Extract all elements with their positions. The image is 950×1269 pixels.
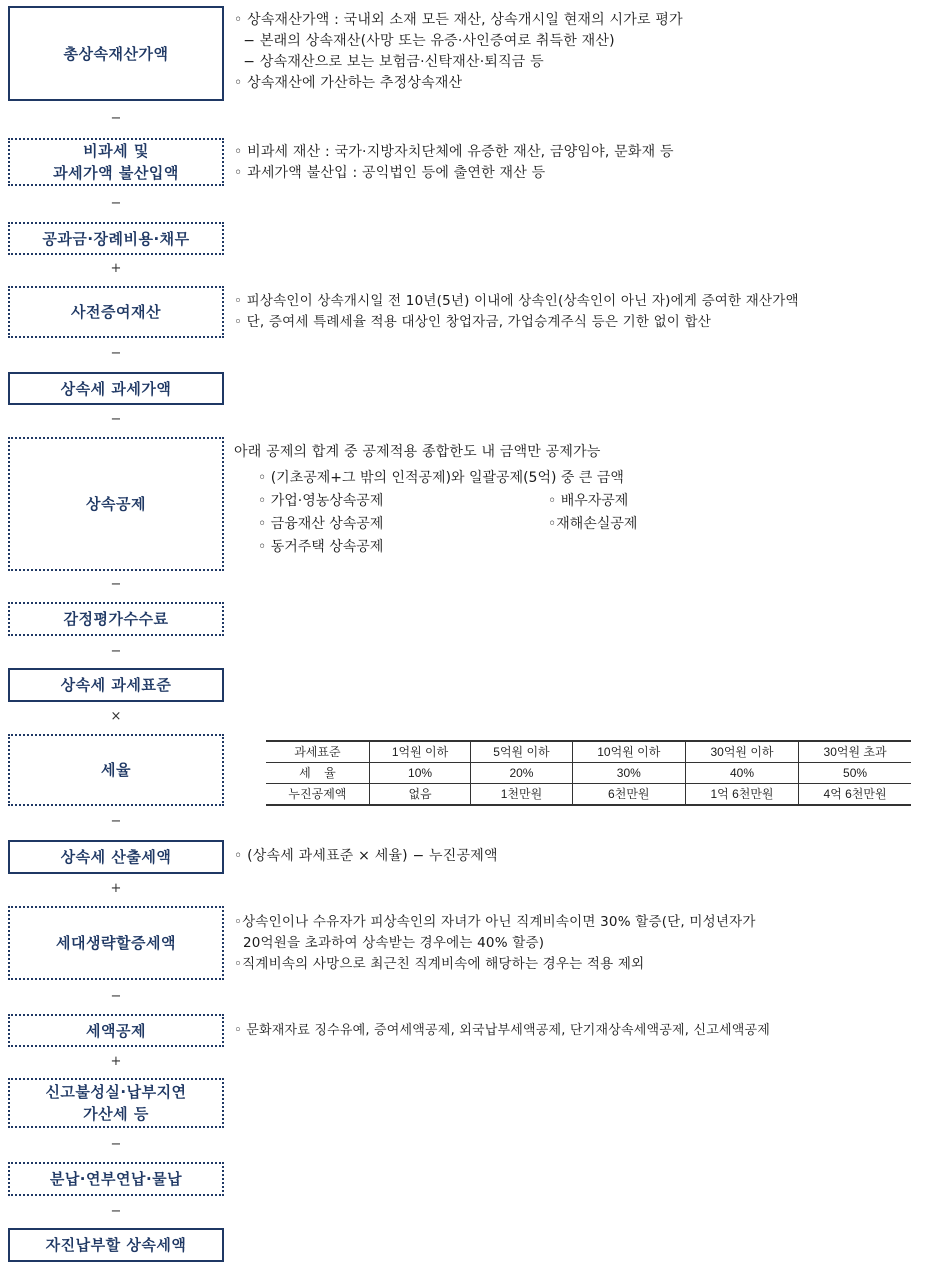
desc-line: ◦ 과세가액 불산입 : 공익법인 등에 출연한 재산 등 — [234, 165, 546, 181]
box-label-line2: 과세가액 불산입액 — [53, 164, 179, 182]
box-label: 공과금·장례비용·채무 — [42, 229, 190, 248]
box-tax-base — [8, 668, 224, 702]
table-cell: 1억원 이하 — [369, 741, 470, 763]
tax-rate-table — [266, 740, 911, 806]
deduction-item: ◦ (기초공제+그 밖의 인적공제)와 일괄공제(5억) 중 큰 금액 — [258, 470, 624, 486]
box-label: 자진납부할 상속세액 — [45, 1236, 187, 1254]
desc-gross-estate — [234, 10, 683, 94]
table-cell: 20% — [471, 763, 572, 784]
box-appraisal-fee — [8, 602, 224, 636]
table-cell: 40% — [685, 763, 798, 784]
table-cell: 누진공제액 — [266, 784, 369, 806]
desc-non-taxable — [234, 142, 674, 184]
box-label: 상속세 산출세액 — [60, 848, 172, 866]
operator-minus: − — [110, 412, 122, 427]
operator-minus: − — [110, 814, 122, 829]
box-public-charges — [8, 222, 224, 255]
deduction-item: ◦ 금융재산 상속공제 — [258, 516, 384, 532]
table-cell: 50% — [799, 763, 911, 784]
deduction-item: ◦ 배우자공제 — [548, 493, 629, 509]
box-label: 세액공제 — [86, 1021, 146, 1040]
operator-plus: + — [110, 1054, 122, 1069]
box-label: 세율 — [101, 761, 131, 779]
desc-line: − 상속재산으로 보는 보험금·신탁재산·퇴직금 등 — [234, 54, 544, 70]
table-cell: 10% — [369, 763, 470, 784]
deduction-item: ◦ 동거주택 상속공제 — [258, 539, 384, 555]
operator-minus: − — [110, 989, 122, 1004]
operator-minus: − — [110, 1137, 122, 1152]
box-label-line2: 가산세 등 — [83, 1105, 149, 1123]
desc-line: ◦ 상속재산에 가산하는 추정상속재산 — [234, 75, 463, 91]
desc-line: ◦상속인이나 수유자가 피상속인의 자녀가 아닌 직계비속이면 30% 할증(단, 미성년자가 — [234, 914, 756, 930]
operator-minus: − — [110, 644, 122, 659]
desc-calculated-tax: ◦ (상속세 과세표준 × 세율) − 누진공제액 — [234, 848, 498, 864]
box-gross-estate — [8, 6, 224, 101]
box-final-tax — [8, 1228, 224, 1262]
table-cell: 30억원 초과 — [799, 741, 911, 763]
table-cell: 1억 6천만원 — [685, 784, 798, 806]
table-cell: 5억원 이하 — [471, 741, 572, 763]
box-label: 상속세 과세가액 — [60, 379, 172, 398]
table-cell: 6천만원 — [572, 784, 685, 806]
box-generation-skip — [8, 906, 224, 980]
box-label: 총상속재산가액 — [63, 44, 169, 63]
operator-minus: − — [110, 1204, 122, 1219]
operator-plus: + — [110, 261, 122, 276]
table-cell: 과세표준 — [266, 741, 369, 763]
desc-generation-skip — [234, 912, 756, 975]
table-cell: 10억원 이하 — [572, 741, 685, 763]
operator-plus: + — [110, 881, 122, 896]
box-tax-credit — [8, 1014, 224, 1047]
desc-line: ◦ 비과세 재산 : 국가·지방자치단체에 유증한 재산, 금양임야, 문화재 등 — [234, 144, 674, 160]
box-penalty — [8, 1078, 224, 1128]
deduction-item: ◦ 가업·영농상속공제 — [258, 493, 384, 509]
box-prior-gifts — [8, 286, 224, 338]
table-cell: 1천만원 — [471, 784, 572, 806]
table-cell: 30억원 이하 — [685, 741, 798, 763]
desc-deductions-intro: 아래 공제의 합계 중 공제적용 종합한도 내 금액만 공제가능 — [234, 444, 601, 460]
desc-line: 20억원을 초과하여 상속받는 경우에는 40% 할증) — [234, 935, 545, 951]
box-non-taxable — [8, 138, 224, 186]
box-label: 세대생략할증세액 — [56, 934, 176, 952]
desc-prior-gifts — [234, 291, 799, 333]
operator-times: × — [110, 709, 122, 724]
desc-line: ◦직계비속의 사망으로 최근친 직계비속에 해당하는 경우는 적용 제외 — [234, 956, 645, 972]
operator-minus: − — [110, 196, 122, 211]
table-row-deduction — [266, 784, 911, 806]
table-cell: 없음 — [369, 784, 470, 806]
box-label: 상속세 과세표준 — [60, 676, 172, 694]
table-cell: 세 율 — [266, 763, 369, 784]
desc-line: − 본래의 상속재산(사망 또는 유증·사인증여로 취득한 재산) — [234, 33, 615, 49]
box-label: 사전증여재산 — [71, 303, 161, 321]
desc-line: ◦ 피상속인이 상속개시일 전 10년(5년) 이내에 상속인(상속인이 아닌 자)에게 증여한 재산가액 — [234, 293, 799, 309]
table-cell: 4억 6천만원 — [799, 784, 911, 806]
box-label: 상속공제 — [86, 495, 146, 513]
box-calculated-tax — [8, 840, 224, 874]
table-cell: 30% — [572, 763, 685, 784]
box-label-line1: 신고불성실·납부지연 — [45, 1083, 187, 1101]
operator-minus: − — [110, 577, 122, 592]
deduction-item: ◦재해손실공제 — [548, 516, 638, 532]
desc-line: ◦ 단, 증여세 특례세율 적용 대상인 창업자금, 가업승계주식 등은 기한 없이 합산 — [234, 314, 712, 330]
desc-line: ◦ 상속재산가액 : 국내외 소재 모든 재산, 상속개시일 현재의 시가로 평가 — [234, 12, 683, 28]
box-deductions — [8, 437, 224, 571]
box-taxable-value — [8, 372, 224, 405]
box-label-line1: 비과세 및 — [83, 142, 149, 160]
operator-minus: − — [110, 346, 122, 361]
box-label: 감정평가수수료 — [63, 610, 169, 628]
box-tax-rate — [8, 734, 224, 806]
box-label: 분납·연부연납·물납 — [49, 1170, 183, 1188]
table-row-header — [266, 741, 911, 763]
table-row-rates — [266, 763, 911, 784]
desc-tax-credit: ◦ 문화재자료 징수유예, 증여세액공제, 외국납부세액공제, 단기재상속세액공제, 신고세액공제 — [234, 1023, 770, 1038]
operator-minus: − — [110, 111, 122, 126]
box-installment — [8, 1162, 224, 1196]
